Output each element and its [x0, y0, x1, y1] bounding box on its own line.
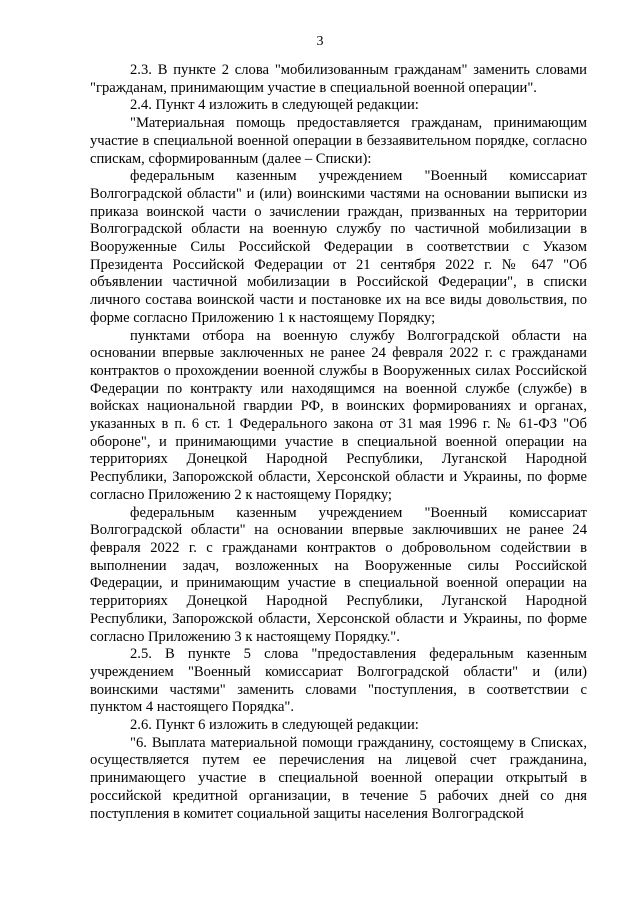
paragraph-6-payment: "6. Выплата материальной помощи гражданину, состоящему в Списках, осуществляется путем ее перечисления на лицевой счет гражданина, принимающего участие в специальной военной операции открытый в российской кредитной организации, в течение 5 рабочих дней со дня поступления в комитет социальной защиты населения Волгоградской — [90, 734, 587, 822]
document-body — [90, 62, 587, 823]
paragraph-list-selection-points: пунктами отбора на военную службу Волгоградской области на основании впервые заключенных не ранее 24 февраля 2022 г. с гражданами контрактов о прохождении военной службы в Вооруженных силах Российской Федерации по контракту или находящимся на военной службе (службе) в войсках национальной гвардии РФ, в воинских формированиях и органах, указанных в п. 6 ст. 1 Федерального закона от 31 мая 1996 г. № 61-ФЗ "Об обороне", и принимающими участие в специальной военной операции на территориях Донецкой Народной Республики, Луганской Народной Республики, Запорожской области, Херсонской области и Украины, по форме согласно Приложению 2 к настоящему Порядку; — [90, 327, 587, 503]
paragraph-2-3: 2.3. В пункте 2 слова "мобилизованным гражданам" заменить словами "гражданам, принимающим участие в специальной военной операции". — [90, 62, 587, 96]
paragraph-list-military-commissariat: федеральным казенным учреждением "Военный комиссариат Волгоградской области" и (или) воинскими частями на основании выписки из приказа воинской части о зачислении граждан, призванных на территории Волгоградской области на военную службу по частичной мобилизации в Вооруженные Силы Российской Федерации в соответствии с Указом Президента Российской Федерации от 21 сентября 2022 г. № 647 "Об объявлении частичной мобилизации в Российской Федерации", в списки личного состава воинской части и постановке их на все виды довольствия, по форме согласно Приложению 1 к настоящему Порядку; — [90, 168, 587, 326]
page-number: 3 — [316, 34, 324, 49]
paragraph-2-4: 2.4. Пункт 4 изложить в следующей редакции: — [130, 97, 419, 114]
paragraph-list-volunteer-contracts: федеральным казенным учреждением "Военный комиссариат Волгоградской области" на основании впервые заключивших не ранее 24 февраля 2022 г. с гражданами контрактов о добровольном содействии в выполнении задач, возложенных на Вооруженные силы Российской Федерации, и принимающим участие в специальной военной операции на территориях Донецкой Народной Республики, Луганской Народной Республики, Запорожской области, Херсонской области и Украины, по форме согласно Приложению 3 к настоящему Порядку.". — [90, 504, 587, 645]
paragraph-2-6: 2.6. Пункт 6 изложить в следующей редакции: — [130, 717, 419, 734]
paragraph-material-aid: "Материальная помощь предоставляется гражданам, принимающим участие в специальной военной операции в беззаявительном порядке, согласно спискам, сформированным (далее – Списки): — [90, 115, 587, 167]
paragraph-2-5: 2.5. В пункте 5 слова "предоставления федеральным казенным учреждением "Военный комиссариат Волгоградской области" и (или) воинскими частями" заменить словами "поступления, в соответствии с пунктом 4 настоящего Порядка". — [90, 646, 587, 716]
